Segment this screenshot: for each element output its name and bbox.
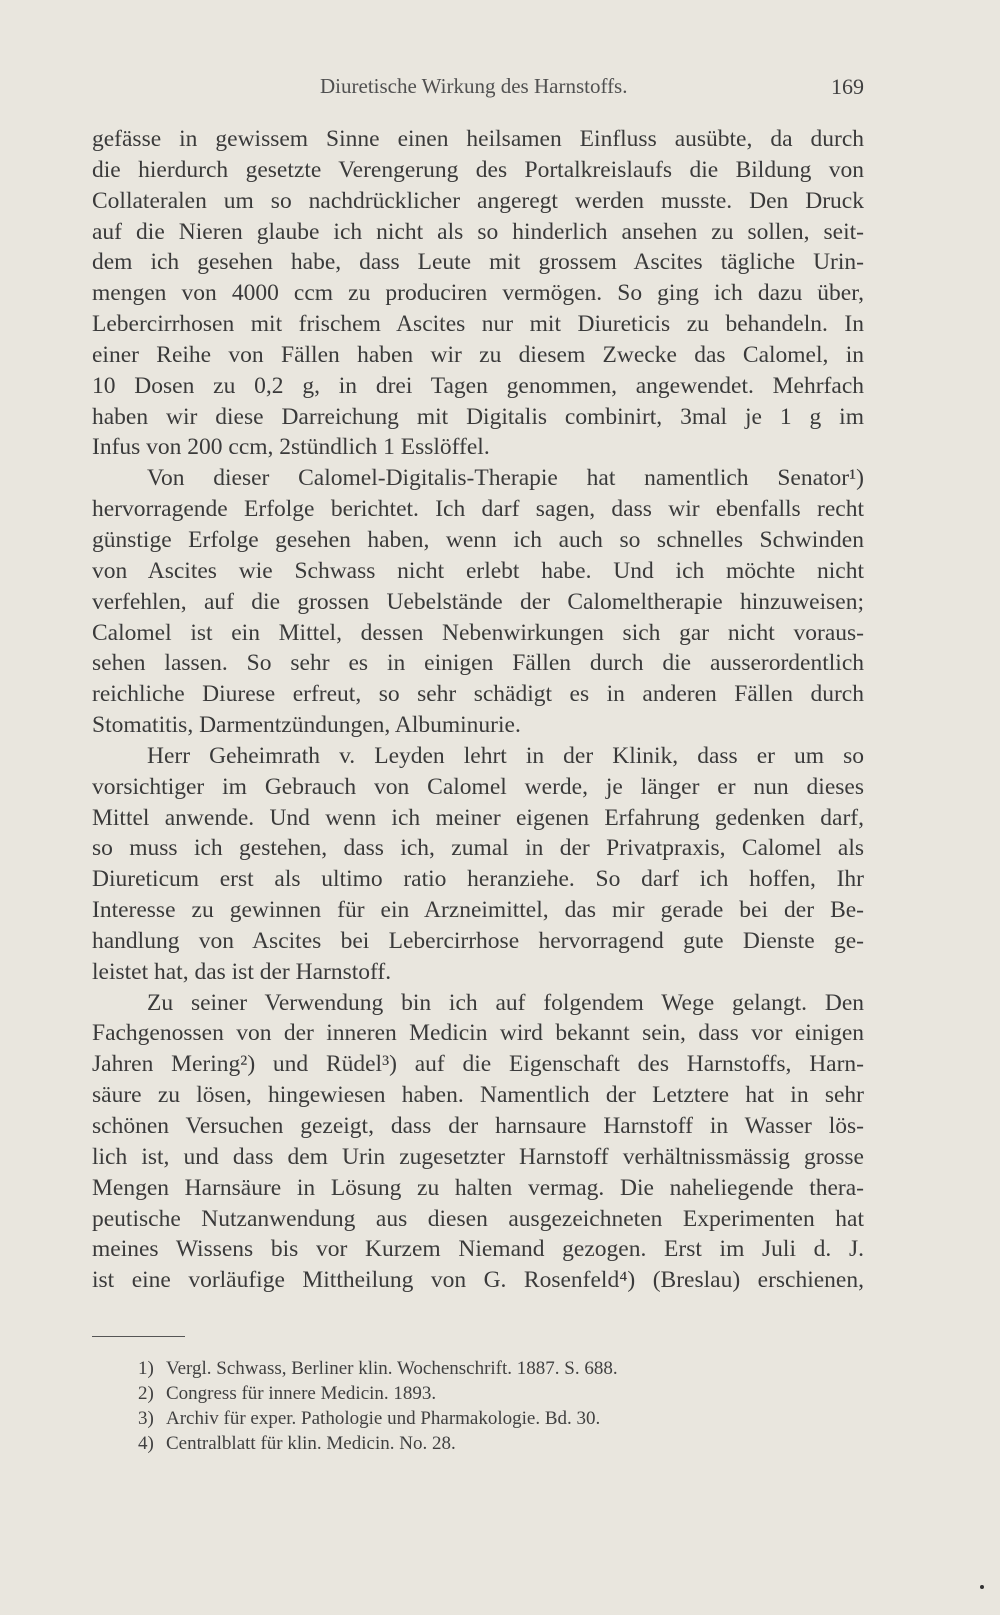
text-line: die hierdurch gesetzte Verengerung des Portalkreislaufs die Bildung von — [92, 156, 864, 183]
footnote-item — [138, 1431, 864, 1456]
text-line: leistet hat, das ist der Harnstoff. — [92, 958, 392, 985]
text-line: sehen lassen. So sehr es in einigen Fällen durch die ausserordentlich — [92, 650, 864, 677]
text-line: vorsichtiger im Gebrauch von Calomel werde, je länger er nun dieses — [92, 773, 864, 800]
footnote-marker: 4) — [138, 1433, 154, 1454]
text-line: dem ich gesehen habe, dass Leute mit grossem Ascites tägliche Urin- — [92, 249, 864, 276]
text-line: einer Reihe von Fällen haben wir zu diesem Zwecke das Calomel, in — [92, 341, 864, 368]
text-line: hervorragende Erfolge berichtet. Ich darf sagen, dass wir ebenfalls recht — [92, 496, 864, 523]
page-number: 169 — [831, 74, 864, 99]
running-header-title: Diuretische Wirkung des Harnstoffs. — [320, 74, 628, 98]
text-line: säure zu lösen, hingewiesen haben. Namentlich der Letztere hat in sehr — [92, 1082, 864, 1109]
footnote-item — [138, 1356, 864, 1381]
footnote-marker: 1) — [138, 1358, 154, 1379]
footnote-item — [138, 1381, 864, 1406]
text-line: reichliche Diurese erfreut, so sehr schädigt es in anderen Fällen durch — [92, 681, 864, 708]
text-line: Diureticum erst als ultimo ratio heranziehe. So darf ich hoffen, Ihr — [92, 866, 864, 893]
text-line: so muss ich gestehen, dass ich, zumal in der Privatpraxis, Calomel als — [92, 835, 864, 862]
text-line: Collateralen um so nachdrücklicher angeregt werden musste. Den Druck — [92, 187, 864, 214]
running-header — [92, 74, 864, 104]
text-line: peutische Nutzanwendung aus diesen ausgezeichneten Experimenten hat — [92, 1205, 864, 1232]
text-line: mengen von 4000 ccm zu produciren vermögen. So ging ich dazu über, — [92, 280, 864, 307]
text-line: Zu seiner Verwendung bin ich auf folgendem Wege gelangt. Den — [147, 989, 864, 1016]
footnote-marker: 2) — [138, 1383, 154, 1404]
footnote-item — [138, 1406, 864, 1431]
footnote-text: Archiv für exper. Pathologie und Pharmakologie. Bd. 30. — [166, 1408, 601, 1429]
text-line: haben wir diese Darreichung mit Digitalis combinirt, 3mal je 1 g im — [92, 403, 864, 430]
text-line: günstige Erfolge gesehen haben, wenn ich auch so schnelles Schwinden — [92, 526, 864, 553]
text-line: Mittel anwende. Und wenn ich meiner eigenen Erfahrung gedenken darf, — [92, 804, 864, 831]
text-line: gefässe in gewissem Sinne einen heilsamen Einfluss ausübte, da durch — [92, 126, 864, 152]
text-line: ist eine vorläufige Mittheilung von G. Rosenfeld⁴) (Breslau) erschienen, — [92, 1267, 864, 1294]
footnote-text: Vergl. Schwass, Berliner klin. Wochenschrift. 1887. S. 688. — [166, 1358, 618, 1379]
page-speck — [980, 1585, 984, 1589]
text-line: Fachgenossen von der inneren Medicin wird bekannt sein, dass vor einigen — [92, 1020, 864, 1047]
text-line: Mengen Harnsäure in Lösung zu halten vermag. Die naheliegende thera- — [92, 1174, 864, 1201]
text-line: Herr Geheimrath v. Leyden lehrt in der Klinik, dass er um so — [147, 742, 864, 769]
footnote-marker: 3) — [138, 1408, 154, 1429]
text-line: auf die Nieren glaube ich nicht als so hinderlich ansehen zu sollen, seit- — [92, 218, 864, 245]
text-line: Jahren Mering²) und Rüdel³) auf die Eigenschaft des Harnstoffs, Harn- — [92, 1051, 864, 1078]
footnote-text: Centralblatt für klin. Medicin. No. 28. — [166, 1433, 456, 1454]
text-line: Stomatitis, Darmentzündungen, Albuminurie. — [92, 712, 521, 739]
footnote-divider — [92, 1336, 185, 1337]
text-line: handlung von Ascites bei Lebercirrhose hervorragend gute Dienste ge- — [92, 927, 864, 954]
text-line: verfehlen, auf die grossen Uebelstände der Calomeltherapie hinzuweisen; — [92, 588, 864, 615]
body-text — [92, 124, 864, 1296]
text-line: Calomel ist ein Mittel, dessen Nebenwirkungen sich gar nicht voraus- — [92, 619, 864, 646]
text-line: lich ist, und dass dem Urin zugesetzter Harnstoff verhältnissmässig grosse — [92, 1143, 864, 1170]
footnotes — [138, 1356, 864, 1456]
text-line: von Ascites wie Schwass nicht erlebt habe. Und ich möchte nicht — [92, 557, 864, 584]
text-line: Infus von 200 ccm, 2stündlich 1 Esslöffel. — [92, 434, 490, 461]
footnote-text: Congress für innere Medicin. 1893. — [166, 1383, 437, 1404]
text-line: schönen Versuchen gezeigt, dass der harnsaure Harnstoff in Wasser lös- — [92, 1113, 864, 1139]
text-line: Interesse zu gewinnen für ein Arzneimittel, das mir gerade bei der Be- — [92, 897, 864, 924]
text-line: 10 Dosen zu 0,2 g, in drei Tagen genommen, angewendet. Mehrfach — [92, 372, 864, 399]
text-line: Von dieser Calomel-Digitalis-Therapie hat namentlich Senator¹) — [147, 465, 864, 492]
text-line: Lebercirrhosen mit frischem Ascites nur mit Diureticis zu behandeln. In — [92, 311, 864, 338]
text-line: meines Wissens bis vor Kurzem Niemand gezogen. Erst im Juli d. J. — [92, 1236, 864, 1263]
